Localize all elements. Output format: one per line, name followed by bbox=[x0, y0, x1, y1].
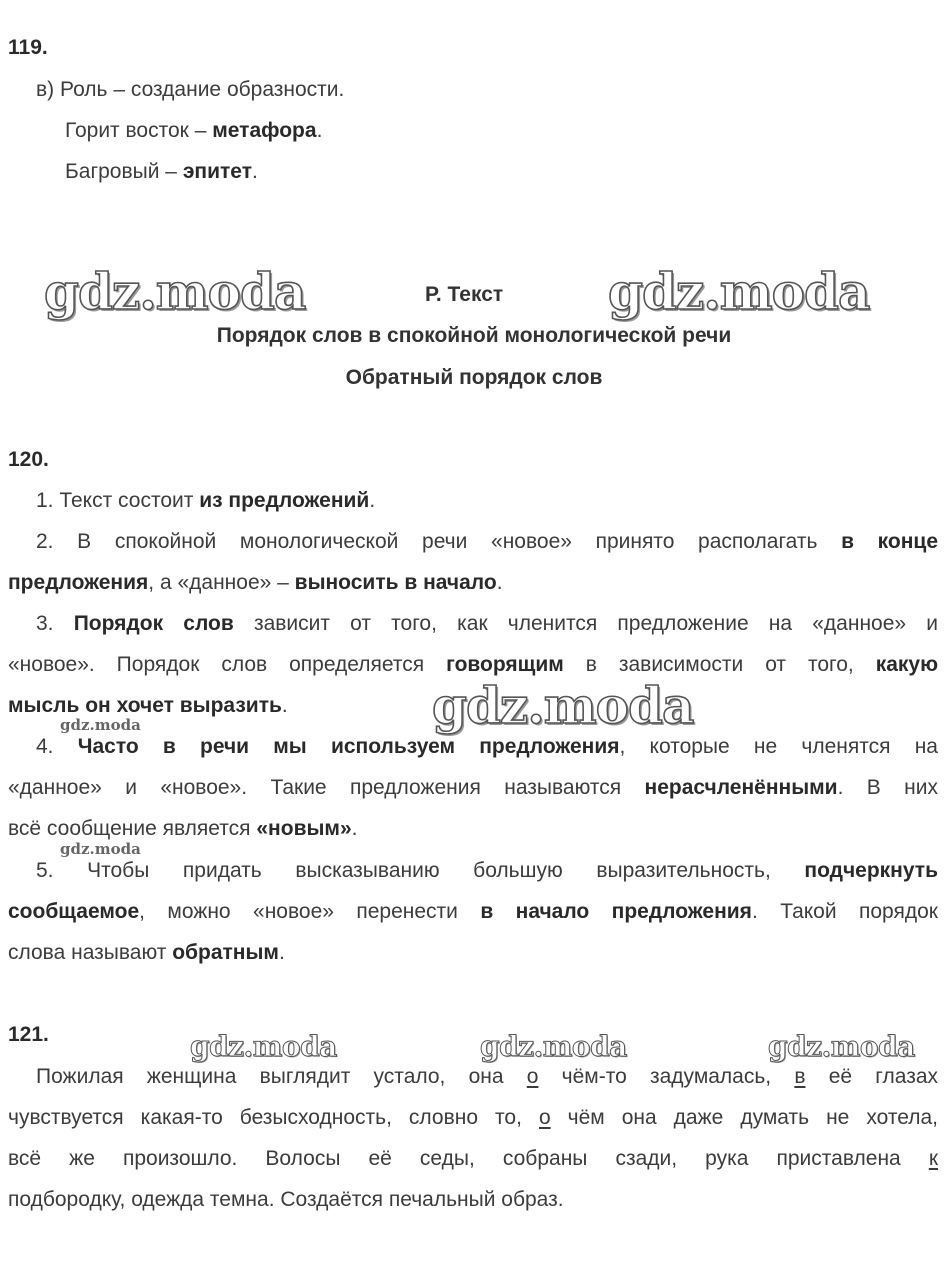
ex120-item-5-line-1: 5. Чтобы придать высказыванию большую выразительность, подчеркнуть bbox=[36, 859, 938, 882]
ex120-item-1: 1. Текст состоит из предложений. bbox=[36, 489, 376, 512]
ex120-item-2-line-1: 2. В спокойной монологической речи «новое» принято располагать в конце bbox=[36, 530, 939, 553]
ex121-line-1: Пожилая женщина выглядит устало, она о чём-то задумалась, в её глазах bbox=[36, 1065, 939, 1088]
exercise-number-121: 121. bbox=[8, 1023, 49, 1046]
watermark-logo-small: gdz.moda bbox=[60, 716, 141, 734]
ex120-item-3-line-3: мысль он хочет выразить. bbox=[8, 694, 288, 717]
ex120-item-5-line-3: слова называют обратным. bbox=[8, 941, 285, 964]
ex121-line-3: всё же произошло. Волосы её седы, собраны сзади, рука приставлена к bbox=[8, 1147, 938, 1170]
ex120-item-5-line-2: сообщаемое, можно «новое» перенести в начало предложения. Такой порядок bbox=[8, 900, 938, 923]
section-subtitle-2: Обратный порядок слов bbox=[345, 366, 603, 389]
ex120-item-2-line-2: предложения, а «данное» – выносить в начало. bbox=[8, 571, 503, 594]
watermark-logo: gdz.moda bbox=[44, 262, 306, 321]
exercise-number-119: 119. bbox=[8, 36, 48, 59]
watermark-logo: gdz.moda bbox=[190, 1030, 337, 1063]
watermark-logo: gdz.moda bbox=[480, 1030, 627, 1063]
watermark-logo: gdz.moda bbox=[768, 1030, 915, 1063]
watermark-logo: gdz.moda bbox=[432, 676, 694, 735]
ex121-line-4: подбородку, одежда темна. Создаётся печальный образ. bbox=[8, 1188, 564, 1211]
ex121-line-2: чувствуется какая-то безысходность, словно то, о чём она даже думать не хотела, bbox=[8, 1106, 938, 1129]
ex120-item-4-line-3: всё сообщение является «новым». bbox=[8, 817, 358, 840]
ex120-item-4-line-1: 4. Часто в речи мы используем предложения, которые не членятся на bbox=[36, 735, 938, 758]
section-title: Р. Текст bbox=[425, 283, 504, 306]
ex119-line-1: в) Роль – создание образности. bbox=[36, 78, 345, 101]
watermark-logo: gdz.moda bbox=[608, 262, 870, 321]
ex120-item-3-line-2: «новое». Порядок слов определяется говорящим в зависимости от того, какую bbox=[8, 653, 939, 676]
ex119-line-3: Багровый – эпитет. bbox=[65, 160, 258, 183]
section-subtitle-1: Порядок слов в спокойной монологической речи bbox=[216, 324, 732, 347]
ex120-item-4-line-2: «данное» и «новое». Такие предложения называются нерасчленёнными. В них bbox=[8, 776, 938, 799]
watermark-logo-small: gdz.moda bbox=[60, 840, 141, 858]
exercise-number-120: 120. bbox=[8, 448, 49, 471]
ex120-item-3-line-1: 3. Порядок слов зависит от того, как членится предложение на «данное» и bbox=[36, 612, 938, 635]
ex119-line-2: Горит восток – метафора. bbox=[65, 119, 323, 142]
